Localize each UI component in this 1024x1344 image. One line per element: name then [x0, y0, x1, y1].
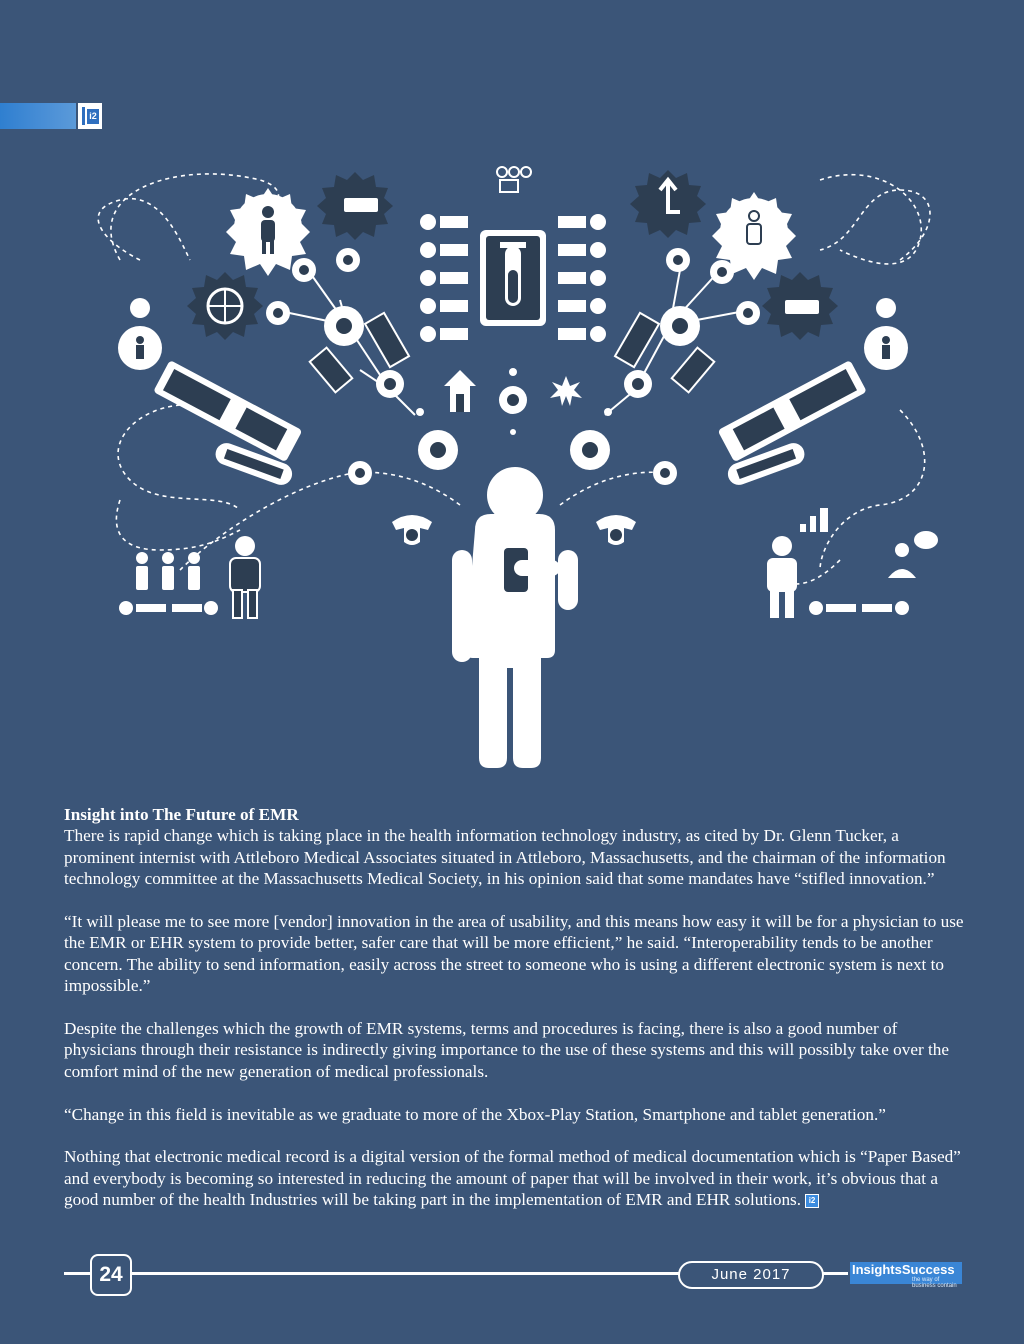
- brand-name: InsightsSuccess: [852, 1262, 955, 1277]
- i2-logo: i2: [78, 103, 102, 129]
- healthcare-network-illustration: [60, 150, 960, 780]
- article-paragraph-3: Despite the challenges which the growth of EMR systems, terms and procedures is facing, there is also a good number of physicians through their resistance is indirectly giving importance to the use of these systems and this will possibly take over the comfort mind of the new generation of medical professionals.: [64, 1019, 949, 1081]
- issue-date: June 2017: [678, 1261, 824, 1289]
- article-body: [64, 804, 964, 1232]
- brand-tagline: the way of business contain: [912, 1277, 957, 1289]
- article-paragraph-5: [64, 1146, 964, 1210]
- header-color-band: [0, 103, 76, 129]
- article-heading: Insight into The Future of EMR: [64, 805, 299, 824]
- page-number: 24: [90, 1254, 132, 1296]
- article-paragraph-1: There is rapid change which is taking place in the health information technology industry, as cited by Dr. Glenn Tucker, a prominent internist with Attleboro Medical Associates situated in Attleboro, Massachusetts, and the chairman of the information technology committee at the Massachusetts Medical Society, in his opinion said that some mandates have “stifled innovation.”: [64, 826, 946, 889]
- footer-rule: [64, 1272, 680, 1275]
- insights-success-logo: [850, 1262, 962, 1289]
- article-paragraph-4: “Change in this field is inevitable as we graduate to more of the Xbox-Play Station, Smartphone and tablet generation.”: [64, 1104, 886, 1124]
- article-paragraph-2: “It will please me to see more [vendor] innovation in the area of usability, and this means how easy it will be for a physician to use the EMR or EHR system to provide better, safer care that will be more efficient,” he said. “Interoperability tends to be another concern. The ability to send information, easily across the street to someone who is using a different electronic system is next to impossible.”: [64, 912, 964, 996]
- end-of-article-mark: i2: [805, 1194, 819, 1208]
- article-paragraph-5-text: Nothing that electronic medical record is a digital version of the formal method of medical documentation which is “Paper Based” and everybody is becoming so interested in reducing the amount of paper that will be involved in their work, it’s obvious that a good number of the health Industries will be taking part in the implementation of EMR and EHR solutions.: [64, 1147, 961, 1210]
- footer-rule-right: [822, 1272, 848, 1275]
